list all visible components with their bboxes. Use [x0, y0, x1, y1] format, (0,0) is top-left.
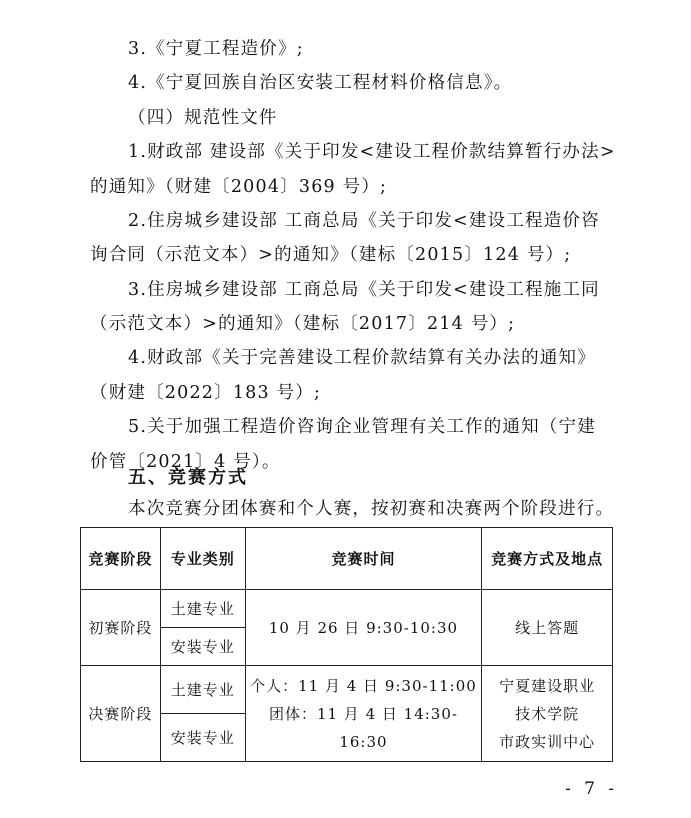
normative-doc-3-cont: （示范文本）>的通知》（建标〔2017〕214 号）;: [90, 314, 516, 334]
header-venue: 竞赛方式及地点: [482, 528, 613, 590]
prelim-category-install: 安装专业: [160, 628, 245, 666]
final-venue: [482, 666, 613, 762]
table-row: [81, 590, 613, 628]
page-number: - 7 -: [565, 779, 619, 799]
final-venue-line-2: 技术学院: [515, 704, 580, 723]
header-time: 竞赛时间: [245, 528, 482, 590]
normative-doc-4: 4.财政部《关于完善建设工程价款结算有关办法的通知》: [128, 348, 596, 368]
final-venue-line-1: 宁夏建设职业: [499, 676, 596, 695]
table-row: [81, 666, 613, 714]
normative-doc-4-cont: （财建〔2022〕183 号）;: [90, 383, 322, 403]
header-stage: 竞赛阶段: [81, 528, 161, 590]
competition-table: [80, 527, 613, 762]
normative-doc-2: 2.住房城乡建设部 工商总局《关于印发<建设工程造价咨: [128, 211, 600, 231]
prelim-time: 10 月 26 日 9:30-10:30: [245, 590, 482, 666]
prelim-category-civil: 土建专业: [160, 590, 245, 628]
section-heading: 五、竞赛方式: [128, 467, 248, 488]
reference-item-3: 3.《宁夏工程造价》;: [128, 39, 304, 59]
final-category-civil: 土建专业: [160, 666, 245, 714]
normative-doc-1: 1.财政部 建设部《关于印发<建设工程价款结算暂行办法>: [128, 142, 616, 162]
final-venue-line-3: 市政实训中心: [499, 732, 596, 751]
prelim-venue: 线上答题: [482, 590, 613, 666]
reference-item-4: 4.《宁夏回族自治区安装工程材料价格信息》。: [128, 73, 513, 93]
final-stage: 决赛阶段: [81, 666, 161, 762]
table-header-row: [81, 528, 613, 590]
subsection-heading: （四）规范性文件: [128, 108, 278, 128]
final-category-install: 安装专业: [160, 714, 245, 762]
normative-doc-3: 3.住房城乡建设部 工商总局《关于印发<建设工程施工同: [128, 280, 600, 300]
final-time-team: 团体：11 月 4 日 14:30-16:30: [268, 704, 458, 751]
prelim-stage: 初赛阶段: [81, 590, 161, 666]
normative-doc-5-cont: 价管〔2021〕4 号）。: [90, 452, 281, 472]
header-category: 专业类别: [160, 528, 245, 590]
normative-doc-1-cont: 的通知》（财建〔2004〕369 号）;: [90, 177, 388, 197]
final-time-individual: 个人：11 月 4 日 9:30-11:00: [250, 676, 477, 695]
normative-doc-5: 5.关于加强工程造价咨询企业管理有关工作的通知（宁建: [128, 417, 596, 437]
competition-intro: 本次竞赛分团体赛和个人赛，按初赛和决赛两个阶段进行。: [128, 499, 615, 519]
final-time: [245, 666, 482, 762]
normative-doc-2-cont: 询合同（示范文本）>的通知》（建标〔2015〕124 号）;: [90, 245, 572, 265]
